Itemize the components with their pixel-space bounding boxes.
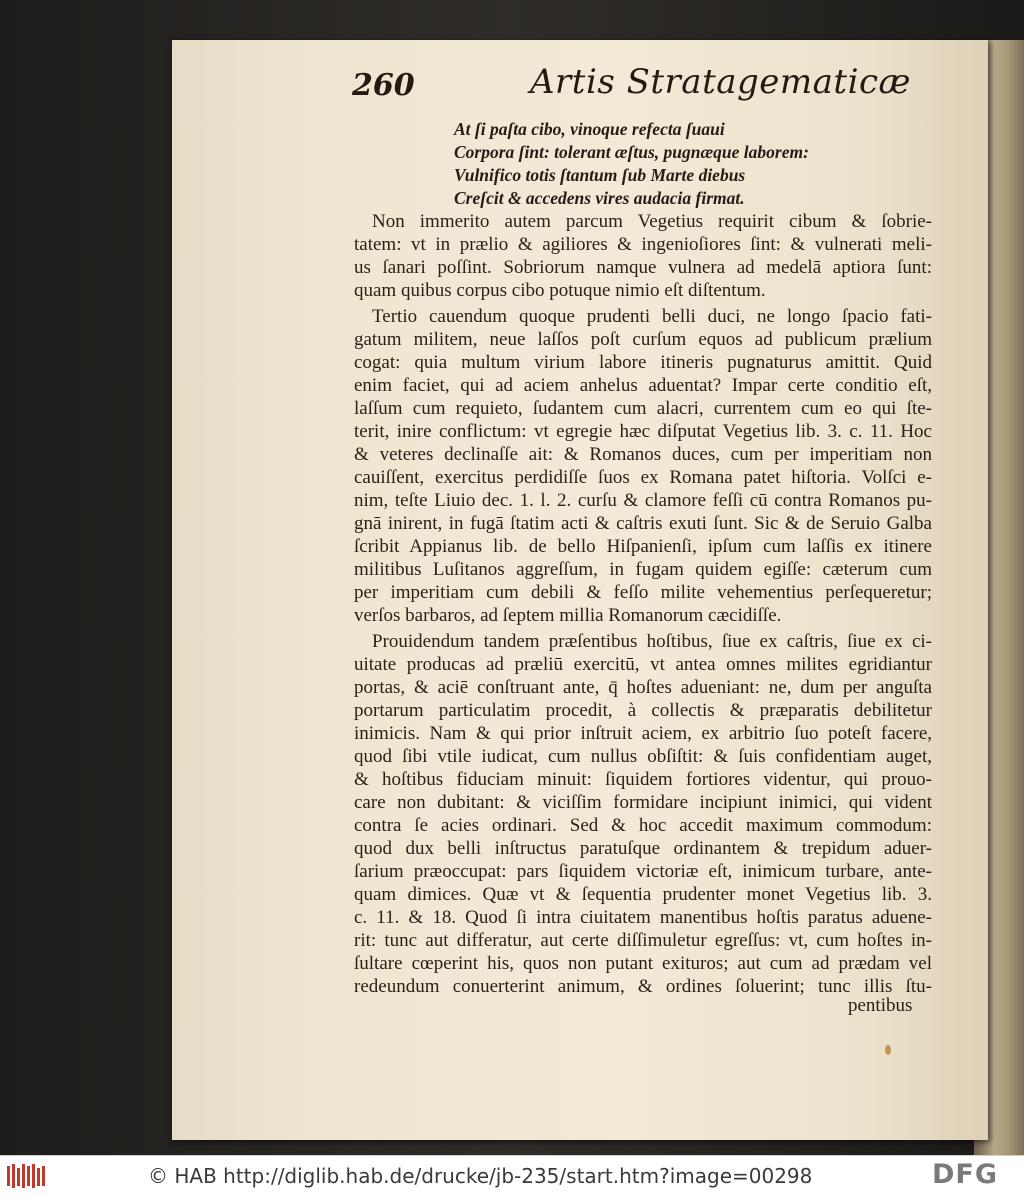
text-line: rit: tunc aut differatur, aut certe diſſimuletur egreſſus: vt, cum hoſtes in- [354,930,932,951]
text-line: c. 11. & 18. Quod ſi intra ciuitatem manentibus hoſtis paratus aduene- [354,907,932,928]
text-line: quod ſibi vtile iudicat, cum nullus obſiſtit: & ſuis confidentiam auget, [354,746,932,767]
text-line: contra ſe acies ordinari. Sed & hoc accedit maximum commodum: [354,815,932,836]
text-line: per imperitiam cum debili & feſſo milite vehementius perſequeretur; [354,582,932,603]
catchword: pentibus [848,995,913,1016]
text-line: portarum particulatim procedit, à collectis & præparatis debilitetur [354,700,932,721]
paper-stain [885,1045,891,1055]
text-line: ſcribit Appianus lib. de bello Hiſpanienſi, ipſum cum laſſis ex itinere [354,536,932,557]
text-line: cauiſſent, exercitus perdidiſſe ſuos ex Romana patet hiſtoria. Volſci e- [354,467,932,488]
text-line: gatum militem, neue laſſos poſt curſum equos ad publicum prælium [354,329,932,350]
text-line: cogat: quia multum virium labore itineris pugnaturus amittit. Quid [354,352,932,373]
page-number: 260 [352,68,415,103]
text-line: ſultare cœperint his, quos non putant exituros; aut cum ad prædam vel [354,953,932,974]
text-line: Non immerito autem parcum Vegetius requirit cibum & ſobrie- [372,211,932,232]
text-line: tatem: vt in prælio & agiliores & ingenioſiores ſint: & vulnerati meli- [354,234,932,255]
verse-line: At ſi paſta cibo, vinoque refecta ſuaui [454,119,725,139]
text-line: laſſum cum requieto, ſudantem cum alacri, currentem cum eo qui ſte- [354,398,932,419]
running-head: Artis Stratagematicæ [530,62,911,102]
text-line: quam quibus corpus cibo potuque nimio eſt diſtentum. [354,280,766,301]
text-line: us ſanari poſſint. Sobriorum namque vulnera ad medelā aptiora ſunt: [354,257,932,278]
text-line: militibus Luſitanos aggreſſum, in fugam quidem egiſſe: cæterum cum [354,559,932,580]
text-line: terit, inire conflictum: vt egregie hæc diſputat Vegetius lib. 3. c. 11. Hoc [354,421,932,442]
verse-line: Corpora ſint: tolerant æſtus, pugnæque laborem: [454,142,809,162]
text-line: quod dux belli inſtructus paratuſque ordinantem & trepidum aduer- [354,838,932,859]
text-line: gnā inirent, in fugā ſtatim acti & caſtris exuti ſunt. Sic & de Seruio Galba [354,513,932,534]
text-line: nim, teſte Liuio dec. 1. l. 2. curſu & clamore feſſi cū contra Romanos pu- [354,490,932,511]
copyright-link[interactable]: © HAB http://diglib.hab.de/drucke/jb-235/start.htm?image=00298 [148,1164,813,1188]
text-line: Tertio cauendum quoque prudenti belli duci, ne longo ſpacio fati- [372,306,932,327]
text-line: quam dimices. Quæ vt & ſequentia prudenter monet Vegetius lib. 3. [354,884,932,905]
text-line: verſos barbaros, ad ſeptem millia Romanorum cæcidiſſe. [354,605,782,626]
text-line: portas, & aciē conſtruant ante, q̄ hoſtes adueniant: ne, dum per anguſta [354,677,932,698]
text-line: uitate producas ad præliū exercitū, vt antea omnes milites egridiantur [354,654,932,675]
text-line: redeundum conuerterint animum, & ordines ſoluerint; tunc illis ſtu- [354,976,932,997]
text-line: inimicis. Nam & qui prior inſtruit aciem, ex arbitrio ſuo poteſt facere, [354,723,932,744]
text-line: & hoſtibus fiduciam minuit: ſiquidem fortiores videntur, qui prouo- [354,769,932,790]
text-line: ſarium præoccupat: pars ſiquidem victoriæ eſt, inimicum turbare, ante- [354,861,932,882]
text-line: Prouidendum tandem præſentibus hoſtibus, ſiue ex caſtris, ſiue ex ci- [372,631,932,652]
text-line: & veteres declinaſſe ait: & Romanos duces, cum per imperitiam non [354,444,932,465]
footer-bar [0,1155,1024,1196]
verse-line: Vulnifico totis ſtantum ſub Marte diebus [454,165,746,185]
dfg-logo: DFG [932,1159,999,1190]
hab-logo-icon [6,1162,46,1190]
text-line: care non dubitant: & viciſſim formidare incipiunt inimici, qui vident [354,792,932,813]
verse-line: Creſcit & accedens vires audacia firmat. [454,188,745,208]
text-line: enim faciet, qui ad aciem anhelus aduentat? Impar certe conditio eſt, [354,375,932,396]
